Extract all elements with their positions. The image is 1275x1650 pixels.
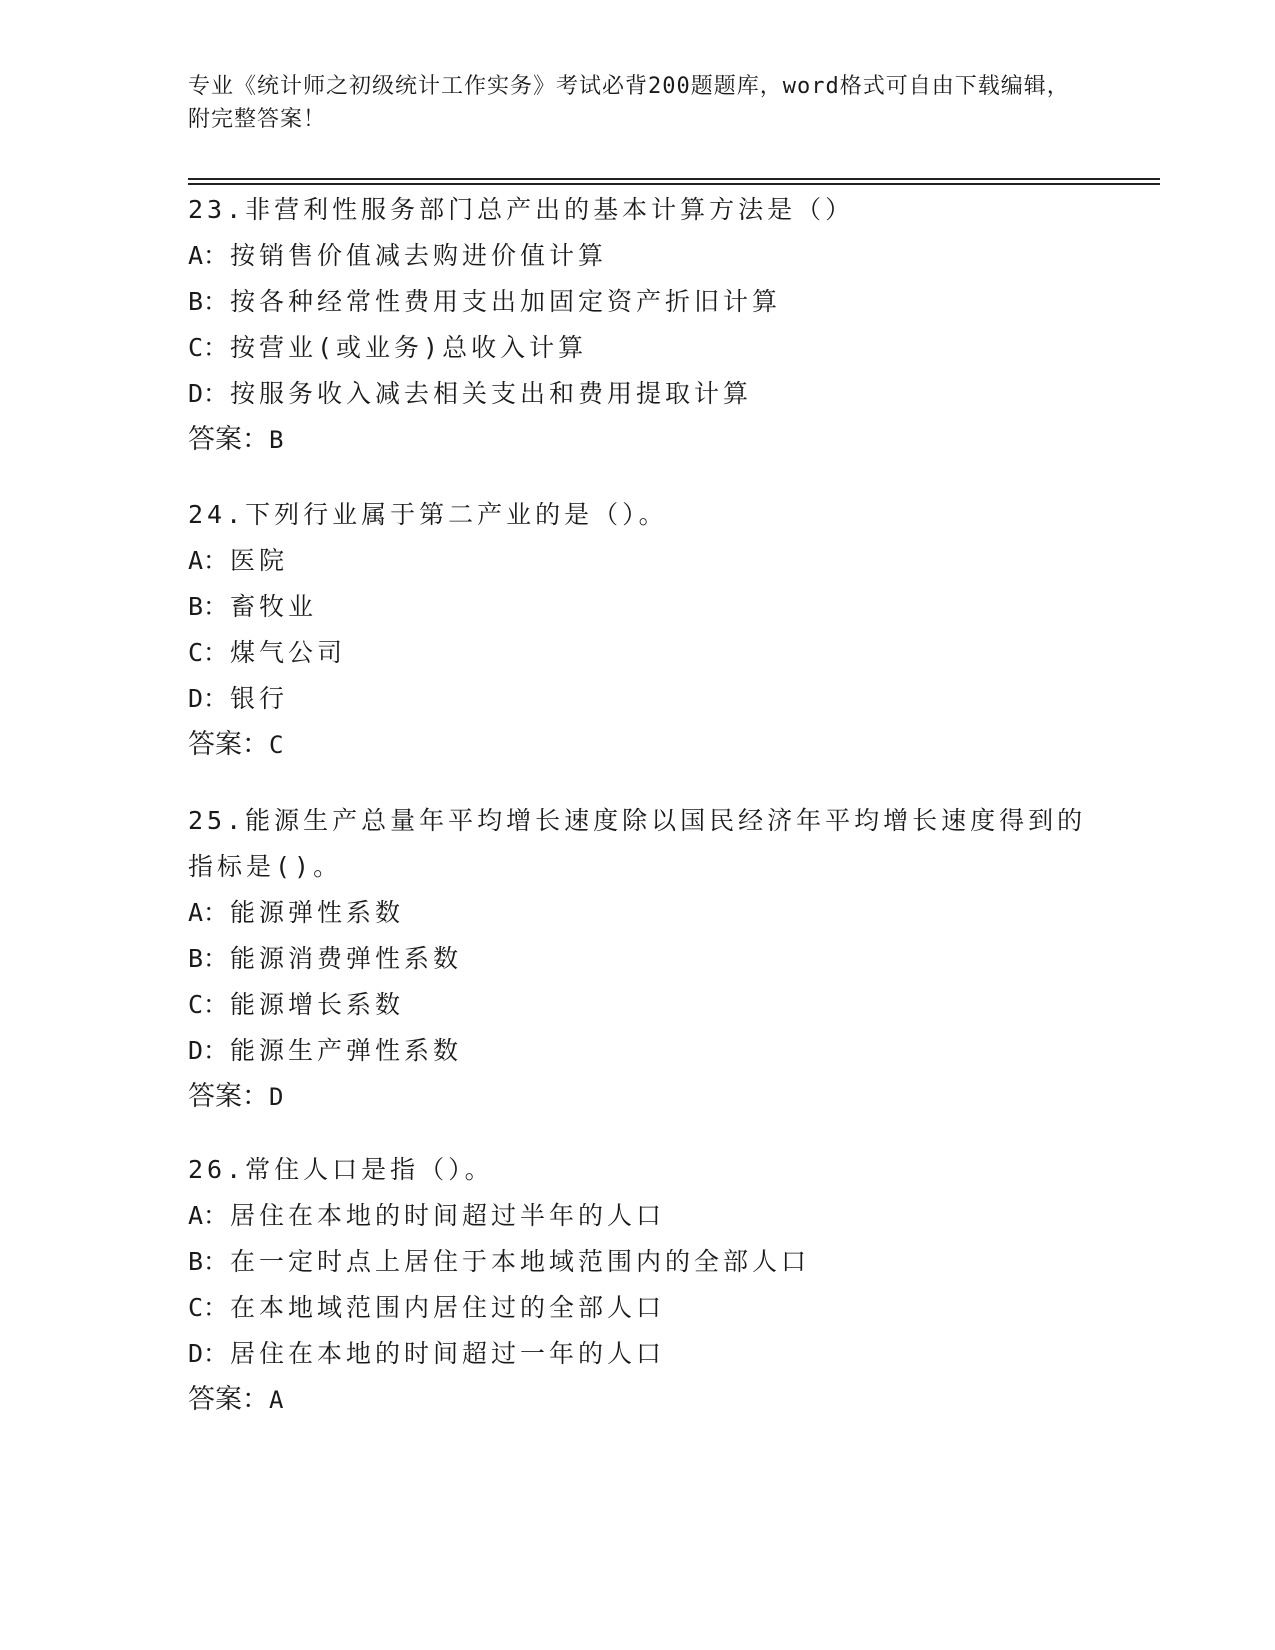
option-text: 银行 [230,684,289,713]
option-key: D： [188,1339,229,1368]
option-text: 能源生产弹性系数 [230,1036,463,1065]
question-24 [188,492,1088,768]
option-c [188,630,1088,676]
answer-value: A [269,1386,284,1414]
option-text: 煤气公司 [230,638,347,667]
answer-label: 答案： [188,1081,269,1112]
option-text: 按营业(或业务)总收入计算 [230,333,588,362]
option-key: B： [188,287,229,316]
question-25 [188,798,1088,1120]
question-stem: 常住人口是指（）。 [245,1155,494,1184]
option-c [188,1285,1088,1331]
option-d [188,371,1088,417]
option-key: B： [188,592,229,621]
option-b [188,936,1088,982]
option-text: 按服务收入减去相关支出和费用提取计算 [230,379,753,408]
option-key: A： [188,546,229,575]
question-text [188,492,1088,538]
header-title: 专业《统计师之初级统计工作实务》考试必背200题题库，word格式可自由下载编辑，附完整答案！ [188,74,1070,132]
option-c [188,325,1088,371]
option-text: 居住在本地的时间超过半年的人口 [230,1201,666,1230]
option-text: 能源增长系数 [230,990,405,1019]
option-b [188,1239,1088,1285]
answer-label: 答案： [188,424,269,455]
question-23 [188,187,1088,463]
option-key: A： [188,898,229,927]
option-key: D： [188,379,229,408]
option-text: 能源弹性系数 [230,898,405,927]
option-a [188,890,1088,936]
option-key: C： [188,638,229,667]
option-text: 医院 [230,546,289,575]
option-a [188,233,1088,279]
question-text [188,1147,1088,1193]
option-text: 在本地域范围内居住过的全部人口 [230,1293,666,1322]
question-26 [188,1147,1088,1423]
option-text: 畜牧业 [230,592,318,621]
option-b [188,584,1088,630]
option-c [188,982,1088,1028]
question-text [188,187,1088,233]
header-divider-secondary [188,183,1160,185]
document-header [188,70,1088,136]
question-stem: 能源生产总量年平均增长速度除以国民经济年平均增长速度得到的指标是()。 [188,806,1087,881]
option-d [188,1331,1088,1377]
option-text: 在一定时点上居住于本地域范围内的全部人口 [230,1247,811,1276]
option-a [188,1193,1088,1239]
option-text: 按销售价值减去购进价值计算 [230,241,608,270]
option-key: C： [188,333,229,362]
option-d [188,676,1088,722]
question-stem: 非营利性服务部门总产出的基本计算方法是（） [245,195,855,224]
option-key: B： [188,944,229,973]
option-key: D： [188,684,229,713]
option-d [188,1028,1088,1074]
question-number: 26. [188,1155,246,1184]
option-text: 居住在本地的时间超过一年的人口 [230,1339,666,1368]
question-number: 23. [188,195,246,224]
option-key: C： [188,1293,229,1322]
option-text: 能源消费弹性系数 [230,944,463,973]
answer-value: C [269,731,284,759]
answer-value: B [269,426,284,454]
option-key: C： [188,990,229,1019]
answer-value: D [269,1083,284,1111]
option-b [188,279,1088,325]
header-divider [188,178,1160,180]
question-text [188,798,1088,890]
question-number: 25. [188,806,246,835]
answer-label: 答案： [188,1384,269,1415]
answer-label: 答案： [188,729,269,760]
option-text: 按各种经常性费用支出加固定资产折旧计算 [230,287,782,316]
option-key: A： [188,241,229,270]
question-number: 24. [188,500,246,529]
question-stem: 下列行业属于第二产业的是（）。 [245,500,668,529]
option-key: A： [188,1201,229,1230]
option-key: D： [188,1036,229,1065]
answer-line [188,722,1088,768]
answer-line [188,1074,1088,1120]
answer-line [188,1377,1088,1423]
option-key: B： [188,1247,229,1276]
option-a [188,538,1088,584]
answer-line [188,417,1088,463]
